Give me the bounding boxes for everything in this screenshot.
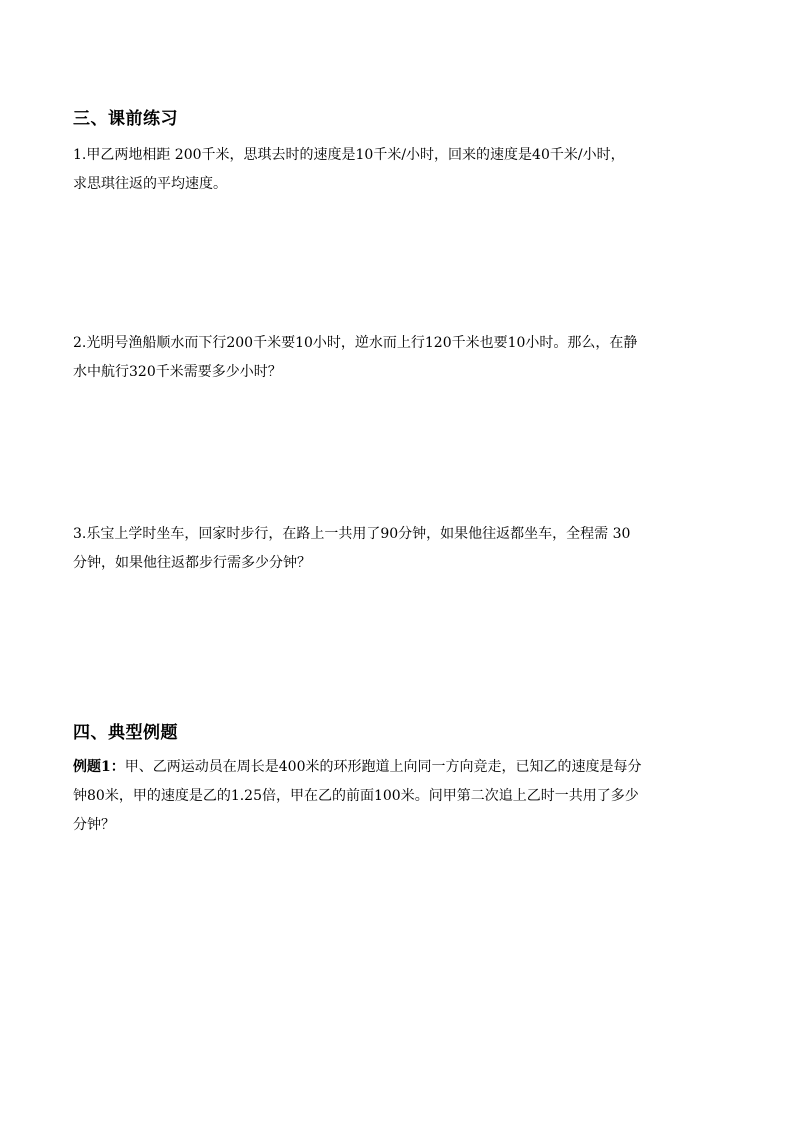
- example-1-line-1-text: 甲、乙两运动员在周长是400米的环形跑道上向同一方向竞走，已知乙的速度是每分: [124, 759, 642, 775]
- problem-2: [73, 329, 723, 387]
- problem-2-line-2: 水中航行320千米需要多少小时？: [73, 364, 282, 380]
- example-1-line-2: 钟80米，甲的速度是乙的1.25倍，甲在乙的前面100米。问甲第二次追上乙时一共用了多少: [73, 788, 639, 804]
- section-heading-pre-class-practice: 三、课前练习: [73, 109, 178, 129]
- problem-1: [73, 141, 723, 199]
- problem-3-line-2: 分钟，如果他往返都步行需多少分钟？: [73, 555, 311, 571]
- section-heading-typical-examples: 四、典型例题: [73, 723, 178, 743]
- example-1-line-1: [73, 753, 723, 782]
- example-1: [73, 753, 723, 840]
- problem-3: [73, 520, 723, 578]
- problem-1-line-1: 1.甲乙两地相距 200千米，思琪去时的速度是10千米/小时，回来的速度是40千米/小时，: [73, 147, 625, 163]
- problem-2-line-1: 2.光明号渔船顺水而下行200千米要10小时，逆水而上行120千米也要10小时。那么，在静: [73, 335, 638, 351]
- example-1-label: 例题1：: [73, 759, 125, 775]
- example-1-line-3: 分钟？: [73, 817, 115, 833]
- problem-1-line-2: 求思琪往返的平均速度。: [73, 176, 227, 192]
- problem-3-line-1: 3.乐宝上学时坐车，回家时步行，在路上一共用了90分钟，如果他往返都坐车，全程需 30: [73, 526, 631, 542]
